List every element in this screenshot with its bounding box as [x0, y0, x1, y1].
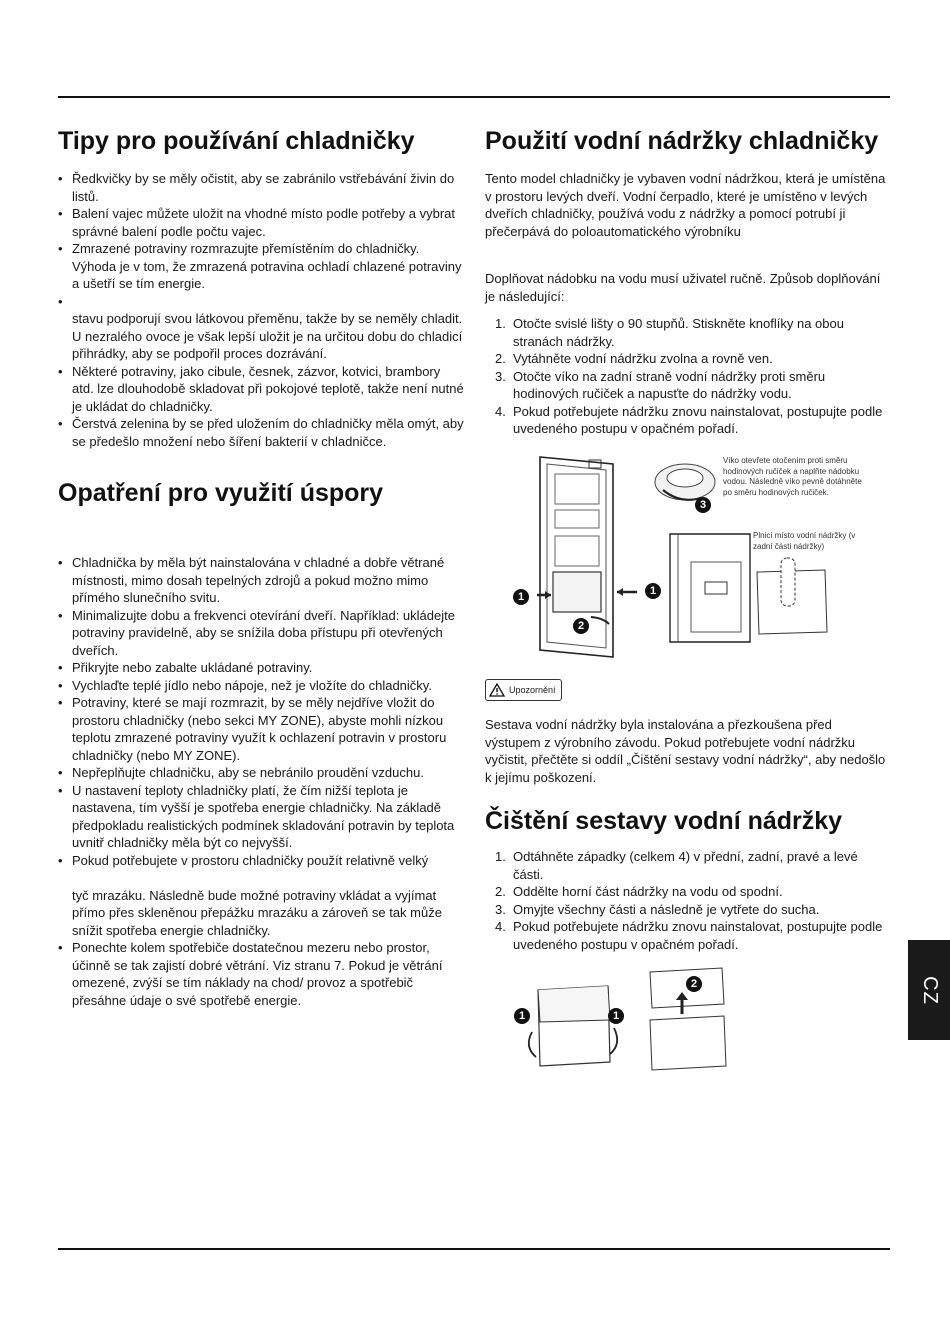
marker-2: 2	[686, 976, 702, 992]
tank-removal-figure	[505, 452, 875, 662]
step-item: 1. Odtáhněte západky (celkem 4) v přední, zadní, pravé a levé části.	[495, 849, 858, 882]
marker-3: 3	[695, 497, 711, 513]
list-item: • Pokud potřebujete v prostoru chladničky použít relativně velký	[58, 852, 464, 870]
warning-label: Upozornění	[509, 685, 556, 695]
list-item: • Nepřeplňujte chladničku, aby se nebránilo proudění vzduchu.	[58, 764, 464, 782]
list-item: • Přikryjte nebo zabalte ukládané potraviny.	[58, 659, 464, 677]
marker-1-right: 1	[645, 583, 661, 599]
list-item: • Vychlaďte teplé jídlo nebo nápoje, než je vložíte do chladničky.	[58, 677, 464, 695]
list-item: • Chladnička by měla být nainstalována v chladné a dobře větrané místnosti, mimo dosah tepelných zdrojů a pokud možno mimo přímého slunečního svitu.	[58, 554, 464, 607]
step-item: 1. Otočte svislé lišty o 90 stupňů. Stiskněte knoflíky na obou stranách nádržky.	[495, 316, 844, 349]
step-item: 3. Omyjte všechny části a následně je vytřete do sucha.	[495, 901, 820, 917]
list-item	[58, 293, 464, 311]
marker-1-left: 1	[513, 589, 529, 605]
list-item: • Zmrazené potraviny rozmrazujte přemístěním do chladničky. Výhoda je v tom, že zmrazená potravina ochladí chlazené potraviny a ušetří se tím energie.	[58, 240, 464, 293]
marker-1-right: 1	[608, 1008, 624, 1024]
tank-refill: Doplňovat nádobku na vodu musí uživatel ručně. Způsob doplňování je následující:	[485, 271, 881, 304]
top-rule	[58, 96, 890, 98]
list-item: • Ponechte kolem spotřebiče dostatečnou mezeru nebo prostor, účinně se tak zajistí dobré větrání. Viz stranu 7. Pokud je větrání omezené, zvýší se tím náklady na chod/ provoz a spotřebič přesáhne údaje o své spotřebě energie.	[58, 939, 464, 1009]
right-column	[485, 126, 890, 438]
step-item: 2. Oddělte horní část nádržky na vodu od spodní.	[495, 884, 783, 899]
callout-fill: Plnicí místo vodní nádržky (v zadní části nádržky)	[753, 531, 856, 551]
callout-lid: Víko otevřete otočením proti směru hodinových ručiček a naplňte nádobku vodou. Následně víko pevně dotáhněte po směru hodinových ručiček.	[723, 456, 862, 497]
step-item: 3. Otočte víko na zadní straně vodní nádržky proti směru hodinových ručiček a napusťte do nádržky vodu.	[495, 368, 826, 401]
warning-triangle-icon	[489, 683, 505, 697]
list-item-continuation: stavu podporují svou látkovou přeměnu, takže by se neměly chladit. U nezralého ovoce je však lepší uložit je na určitou dobu do chladicí přihrádky, aby se podpořil proces dozrávání.	[72, 311, 463, 361]
step-item: 4. Pokud potřebujete nádržku znovu nainstalovat, postupujte podle uvedeného postupu v opačném pořadí.	[495, 403, 883, 436]
tank-cleaning-illustration	[510, 962, 740, 1072]
left-column	[58, 126, 464, 1009]
tips-list	[58, 170, 464, 450]
list-item: • Čerstvá zelenina by se před uložením do chladničky měla omýt, aby se předešlo množení nebo šíření bakterií v chladničce.	[58, 415, 464, 450]
tips-heading: Tipy pro používání chladničky	[58, 127, 415, 155]
marker-2: 2	[573, 618, 589, 634]
list-item: • Některé potraviny, jako cibule, česnek, zázvor, kotvici, brambory atd. lze dlouhodobě skladovat při pokojové teplotě, takže není nutné je ukládat do chladničky.	[58, 363, 464, 416]
tank-cleaning-figure	[510, 962, 740, 1072]
marker-1-left: 1	[514, 1008, 530, 1024]
warning-text: Sestava vodní nádržky byla instalována a přezkoušena před výstupem z výrobního závodu. Pokud potřebujete vodní nádržku vyčistit, přečtěte si oddíl „Čištění sestavy vodní nádržky“, aby nedošlo k jejímu poškození.	[485, 717, 886, 785]
warning-block	[485, 716, 890, 953]
list-item: • Ředkvičky by se měly očistit, aby se zabránilo vstřebávání živin do listů.	[58, 170, 464, 205]
list-item: • Balení vajec můžete uložit na vhodné místo podle potřeby a vybrat správné balení podle počtu vajec.	[58, 205, 464, 240]
step-item: 4. Pokud potřebujete nádržku znovu nainstalovat, postupujte podle uvedeného postupu v opačném pořadí.	[495, 919, 883, 952]
saving-list	[58, 554, 464, 1009]
tank-steps	[485, 315, 890, 438]
bottom-rule	[58, 1248, 890, 1250]
step-item: 2. Vytáhněte vodní nádržku zvolna a rovně ven.	[495, 351, 773, 366]
language-tab-label: CZ	[918, 975, 941, 1005]
cleaning-steps	[485, 848, 890, 953]
tank-intro: Tento model chladničky je vybaven vodní nádržkou, která je umístěna v prostoru levých dveří. Vodní čerpadlo, které je umístěno v levých dveřích chladničky, používá vodu z nádržky a pomocí potrubí ji přečerpává do poloautomatického výrobníku	[485, 171, 886, 239]
cleaning-heading: Čištění sestavy vodní nádržky	[485, 807, 843, 835]
warning-badge	[485, 679, 562, 701]
list-item: • Potraviny, které se mají rozmrazit, by se měly nejdříve vložit do prostoru chladničky (nebo sekci MY ZONE), abyste mohli nízkou teplotu zmrazené potraviny využít k ochlazení potravin v prostoru chladničky (nebo MY ZONE).	[58, 694, 464, 764]
tank-heading: Použití vodní nádržky chladničky	[485, 127, 879, 155]
list-item-continuation: tyč mrazáku. Následně bude možné potraviny vkládat a vyjímat přímo přes skleněnou přepážku mrazáku a zároveň se tak může snížit spotřeba energie chladničky.	[72, 887, 442, 938]
list-item: • U nastavení teploty chladničky platí, že čím nižší teplota je nastavena, tím vyšší je spotřeba energie chladničky. Na základě předpokladu realistických podmínek skladování potravin by teplota uvnitř chladničky měla být co nejvyšší.	[58, 782, 464, 852]
saving-heading: Opatření pro využití úspory	[58, 479, 384, 507]
list-item: • Minimalizujte dobu a frekvenci otevírání dveří. Například: ukládejte potraviny pravidelně, aby se snížila doba přístupu při otevřených dveřích.	[58, 607, 464, 660]
language-tab	[908, 940, 950, 1040]
